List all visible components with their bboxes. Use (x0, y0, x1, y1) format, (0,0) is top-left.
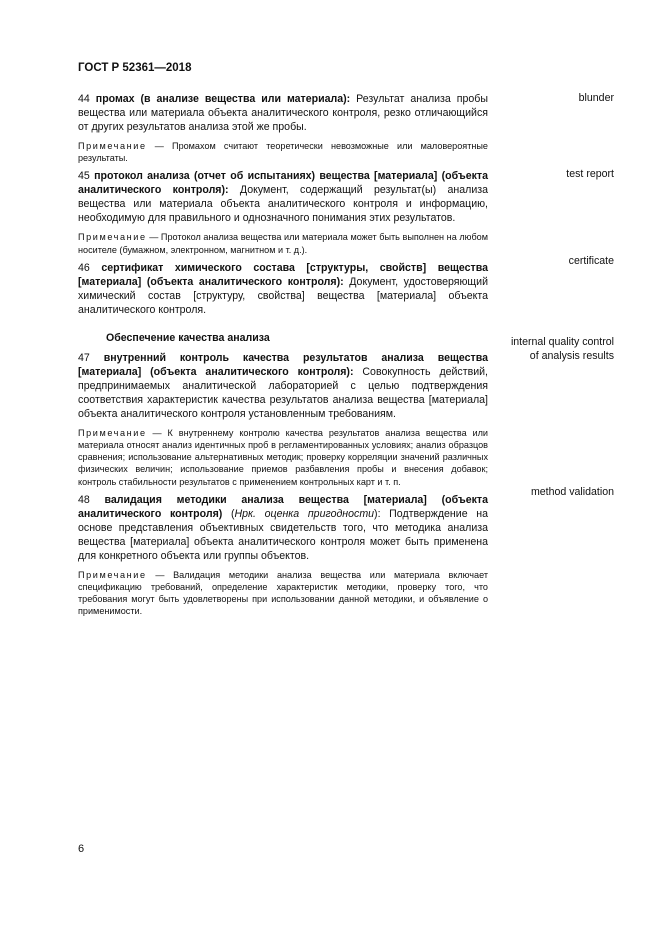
term-name: сертификат химического состава [структуры, свойств] вещества [материала] (объекта аналитического контроля): (78, 261, 488, 288)
english-equivalent-45: test report (566, 168, 614, 180)
term-definition: ): Подтверждение на основе представления объективных свидетельств того, что методика анализа вещества [материала] объекта аналитического контроля может быть применена для конкретного объекта или группы объектов. (78, 507, 488, 562)
term-definition: Результат анализа пробы вещества или материала объекта аналитического контроля, резко отличающийся от других результатов анализа этой же пробы. (78, 93, 488, 133)
term-number: 44 (78, 93, 90, 105)
term-paragraph (78, 92, 488, 134)
term-name: валидация методики анализа вещества [материала] (объекта аналитического контроля) (78, 493, 488, 520)
english-equivalent-47: internal quality control of analysis results (510, 336, 614, 362)
note-label: Примечание (78, 569, 147, 580)
term-number: 46 (78, 261, 90, 274)
term-note (78, 231, 488, 255)
term-name: внутренний контроль качества результатов анализа вещества [материала] (объекта аналитического контроля): (78, 351, 488, 378)
term-entry-48 (78, 493, 488, 618)
term-deprecated-synonym: Нрк. оценка пригодности (234, 507, 375, 520)
term-definition: Документ, удостоверяющий химический состав [структуру, свойства] вещества [материала] объекта аналитического контроля. (78, 275, 488, 316)
term-entry-44 (78, 92, 488, 164)
note-text: — Протокол анализа вещества или материала может быть выполнен на любом носителе (бумажном, электронном, магнитном и т. д.). (78, 232, 488, 255)
term-number: 45 (78, 170, 90, 183)
section-heading: Обеспечение качества анализа (106, 331, 270, 344)
term-entry-45 (78, 169, 488, 255)
note-text: — К внутреннему контролю качества результатов анализа вещества или материала относят анализ идентичных проб в регламентированных условиях; анализ образцов сравнения; использование альтернативных методик; проверку корреляции значений различных физических величин; использование приемов разбавления пробы и внесения добавок; контроль стабильности результатов с применением контрольных карт и т. п. (78, 427, 488, 487)
term-name: протокол анализа (отчет об испытаниях) вещества [материала] (объекта аналитического контроля): (78, 170, 488, 197)
note-text: — Промахом считают теоретически невозможные или маловероятные результаты. (78, 141, 488, 164)
term-entry-46 (78, 261, 488, 317)
term-paragraph (78, 169, 488, 225)
note-label: Примечание (78, 232, 147, 243)
document-header: ГОСТ Р 52361—2018 (78, 62, 192, 74)
term-definition: Совокупность действий, предпринимаемых аналитической лабораторией с целью подтверждения соответствия характеристик качества результатов анализа вещества [материала] объекта аналитического контроля установленным требованиям. (78, 365, 488, 420)
english-equivalent-46: certificate (568, 255, 614, 267)
term-paragraph (78, 261, 488, 317)
term-paragraph (78, 493, 488, 563)
term-number: 48 (78, 493, 90, 506)
term-paragraph (78, 351, 488, 421)
term-number: 47 (78, 351, 90, 364)
note-label: Примечание (78, 141, 147, 151)
note-label: Примечание (78, 427, 147, 438)
term-definition: Документ, содержащий результат(ы) анализа вещества или материала объекта аналитического контроля и информацию, необходимую для правильного и однозначного понимания этих результатов. (78, 184, 488, 225)
note-text: — Валидация методики анализа вещества или материала включает спецификацию требований, определение характеристик методики, проверку того, что требования могут быть удовлетворены при использовании данной методики, и объявление о применимости. (78, 569, 488, 617)
term-entry-47 (78, 351, 488, 488)
term-definition-prefix: ( (222, 507, 235, 520)
term-name: промах (в анализе вещества или материала): (95, 93, 351, 105)
term-note (78, 427, 488, 488)
term-note (78, 569, 488, 618)
english-equivalent-44: blunder (578, 92, 614, 104)
main-content (78, 92, 488, 623)
page-number: 6 (78, 843, 85, 855)
term-note (78, 140, 488, 164)
english-equivalent-48: method validation (530, 486, 614, 498)
